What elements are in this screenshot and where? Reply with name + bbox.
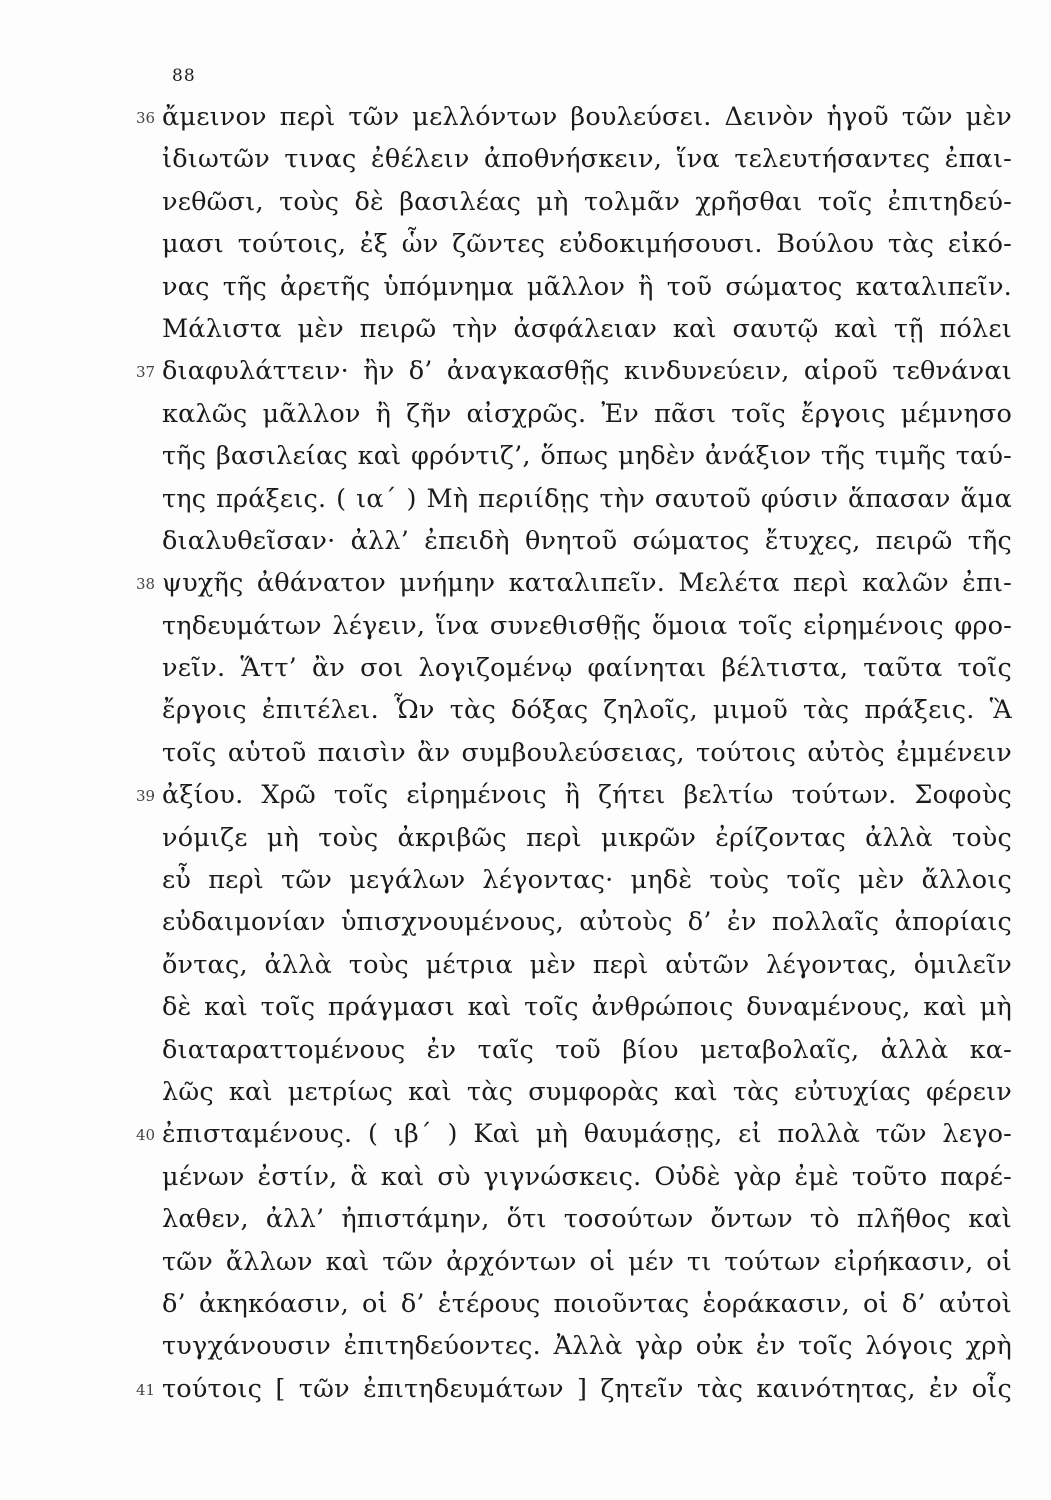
line-text: μασι τούτοις, ἐξ ὧν ζῶντες εὐδοκιμήσουσι. Βούλου τὰς εἰκό- bbox=[162, 229, 1012, 260]
line-text: δὲ καὶ τοῖς πράγμασι καὶ τοῖς ἀνθρώποις δυναμένους, καὶ μὴ bbox=[162, 992, 1012, 1023]
line-text: τῶν ἄλλων καὶ τῶν ἀρχόντων οἱ μέν τι τούτων εἰρήκασιν, οἱ bbox=[162, 1246, 1012, 1277]
line-text: νεθῶσι, τοὺς δὲ βασιλέας μὴ τολμᾶν χρῆσθαι τοῖς ἐπιτηδεύ- bbox=[162, 186, 1012, 217]
line-text: τῆς βασιλείας καὶ φρόντιζ’, ὅπως μηδὲν ἀνάξιον τῆς τιμῆς ταύ- bbox=[162, 441, 1012, 472]
text-line bbox=[0, 647, 1051, 689]
text-line bbox=[0, 1029, 1051, 1071]
text-line bbox=[0, 859, 1051, 901]
text-line bbox=[0, 96, 1051, 138]
section-number: 38 bbox=[136, 575, 156, 594]
text-line bbox=[0, 350, 1051, 392]
text-line bbox=[0, 1368, 1051, 1410]
section-number: 39 bbox=[136, 787, 156, 806]
line-text: τυγχάνουσιν ἐπιτηδεύοντες. Ἀλλὰ γὰρ οὐκ ἐν τοῖς λόγοις χρὴ bbox=[162, 1331, 1012, 1362]
line-text: δ’ ἀκηκόασιν, οἱ δ’ ἑτέρους ποιοῦντας ἑοράκασιν, οἱ δ’ αὐτοὶ bbox=[162, 1288, 1012, 1319]
line-text: ἀξίου. Χρῶ τοῖς εἰρημένοις ἢ ζήτει βελτίω τούτων. Σοφοὺς bbox=[162, 780, 1012, 811]
line-text: νας τῆς ἀρετῆς ὑπόμνημα μᾶλλον ἢ τοῦ σώματος καταλιπεῖν. bbox=[162, 271, 1012, 302]
text-line bbox=[0, 138, 1051, 180]
section-number: 37 bbox=[136, 363, 156, 382]
line-text: ἐπισταμένους. ( ιβ΄ ) Καὶ μὴ θαυμάσῃς, εἰ πολλὰ τῶν λεγο- bbox=[162, 1119, 1012, 1150]
text-line bbox=[0, 1113, 1051, 1155]
text-line bbox=[0, 308, 1051, 350]
text-line bbox=[0, 562, 1051, 604]
text-line bbox=[0, 1156, 1051, 1198]
text-line bbox=[0, 181, 1051, 223]
line-text: μένων ἐστίν, ἃ καὶ σὺ γιγνώσκεις. Οὐδὲ γὰρ ἐμὲ τοῦτο παρέ- bbox=[162, 1161, 1012, 1192]
text-line bbox=[0, 986, 1051, 1028]
page-number: 88 bbox=[172, 66, 196, 86]
text-line bbox=[0, 223, 1051, 265]
text-line bbox=[0, 689, 1051, 731]
line-text: ἔργοις ἐπιτέλει. Ὧν τὰς δόξας ζηλοῖς, μιμοῦ τὰς πράξεις. Ἃ bbox=[162, 695, 1012, 726]
section-number: 36 bbox=[136, 109, 156, 127]
line-text: καλῶς μᾶλλον ἢ ζῆν αἰσχρῶς. Ἐν πᾶσι τοῖς ἔργοις μέμνησο bbox=[162, 398, 1012, 429]
line-text: ψυχῆς ἀθάνατον μνήμην καταλιπεῖν. Μελέτα περὶ καλῶν ἐπι- bbox=[162, 568, 1012, 599]
text-line bbox=[0, 266, 1051, 308]
text-line bbox=[0, 393, 1051, 435]
section-number: 41 bbox=[136, 1380, 156, 1399]
text-line bbox=[0, 944, 1051, 986]
text-block bbox=[0, 96, 1051, 1410]
line-text: τοῖς αὑτοῦ παισὶν ἂν συμβουλεύσειας, τούτοις αὐτὸς ἐμμένειν bbox=[162, 737, 1012, 768]
text-line bbox=[0, 520, 1051, 562]
line-text: της πράξεις. ( ια΄ ) Μὴ περιίδῃς τὴν σαυτοῦ φύσιν ἅπασαν ἅμα bbox=[162, 483, 1012, 514]
line-text: διαλυθεῖσαν· ἀλλ’ ἐπειδὴ θνητοῦ σώματος ἔτυχες, πειρῶ τῆς bbox=[162, 525, 1012, 556]
line-text: τηδευμάτων λέγειν, ἵνα συνεθισθῇς ὅμοια τοῖς εἰρημένοις φρο- bbox=[162, 610, 1012, 641]
line-text: ἰδιωτῶν τινας ἐθέλειν ἀποθνήσκειν, ἵνα τελευτήσαντες ἐπαι- bbox=[162, 144, 1012, 175]
text-line bbox=[0, 478, 1051, 520]
text-line bbox=[0, 435, 1051, 477]
line-text: εὖ περὶ τῶν μεγάλων λέγοντας· μηδὲ τοὺς τοῖς μὲν ἄλλοις bbox=[162, 865, 1012, 896]
text-line bbox=[0, 1198, 1051, 1240]
line-text: εὐδαιμονίαν ὑπισχνουμένους, αὐτοὺς δ’ ἐν πολλαῖς ἀπορίαις bbox=[162, 907, 1012, 938]
text-line bbox=[0, 732, 1051, 774]
line-text: διαταραττομένους ἐν ταῖς τοῦ βίου μεταβολαῖς, ἀλλὰ κα- bbox=[162, 1034, 1012, 1065]
line-text: νόμιζε μὴ τοὺς ἀκριβῶς περὶ μικρῶν ἐρίζοντας ἀλλὰ τοὺς bbox=[162, 822, 1012, 853]
line-text: διαφυλάττειν· ἢν δ’ ἀναγκασθῇς κινδυνεύειν, αἱροῦ τεθνάναι bbox=[162, 356, 1012, 387]
section-number: 40 bbox=[136, 1126, 156, 1145]
line-text: λαθεν, ἀλλ’ ἠπιστάμην, ὅτι τοσούτων ὄντων τὸ πλῆθος καὶ bbox=[162, 1204, 1012, 1235]
line-text: Μάλιστα μὲν πειρῶ τὴν ἀσφάλειαν καὶ σαυτῷ καὶ τῇ πόλει bbox=[162, 313, 1012, 344]
line-text: ἄμεινον περὶ τῶν μελλόντων βουλεύσει. Δεινὸν ἡγοῦ τῶν μὲν bbox=[162, 102, 1012, 132]
text-line bbox=[0, 1071, 1051, 1113]
text-line bbox=[0, 901, 1051, 943]
text-line bbox=[0, 1241, 1051, 1283]
text-line bbox=[0, 817, 1051, 859]
line-text: λῶς καὶ μετρίως καὶ τὰς συμφορὰς καὶ τὰς εὐτυχίας φέρειν bbox=[162, 1076, 1012, 1107]
line-text: τούτοις [ τῶν ἐπιτηδευμάτων ] ζητεῖν τὰς καινότητας, ἐν οἷς bbox=[162, 1373, 1012, 1404]
line-text: ὄντας, ἀλλὰ τοὺς μέτρια μὲν περὶ αὑτῶν λέγοντας, ὁμιλεῖν bbox=[162, 949, 1012, 980]
text-line bbox=[0, 1325, 1051, 1367]
text-line bbox=[0, 774, 1051, 816]
text-line bbox=[0, 1283, 1051, 1325]
text-line bbox=[0, 605, 1051, 647]
line-text: νεῖν. Ἅττ’ ἂν σοι λογιζομένῳ φαίνηται βέλτιστα, ταῦτα τοῖς bbox=[162, 653, 1012, 684]
